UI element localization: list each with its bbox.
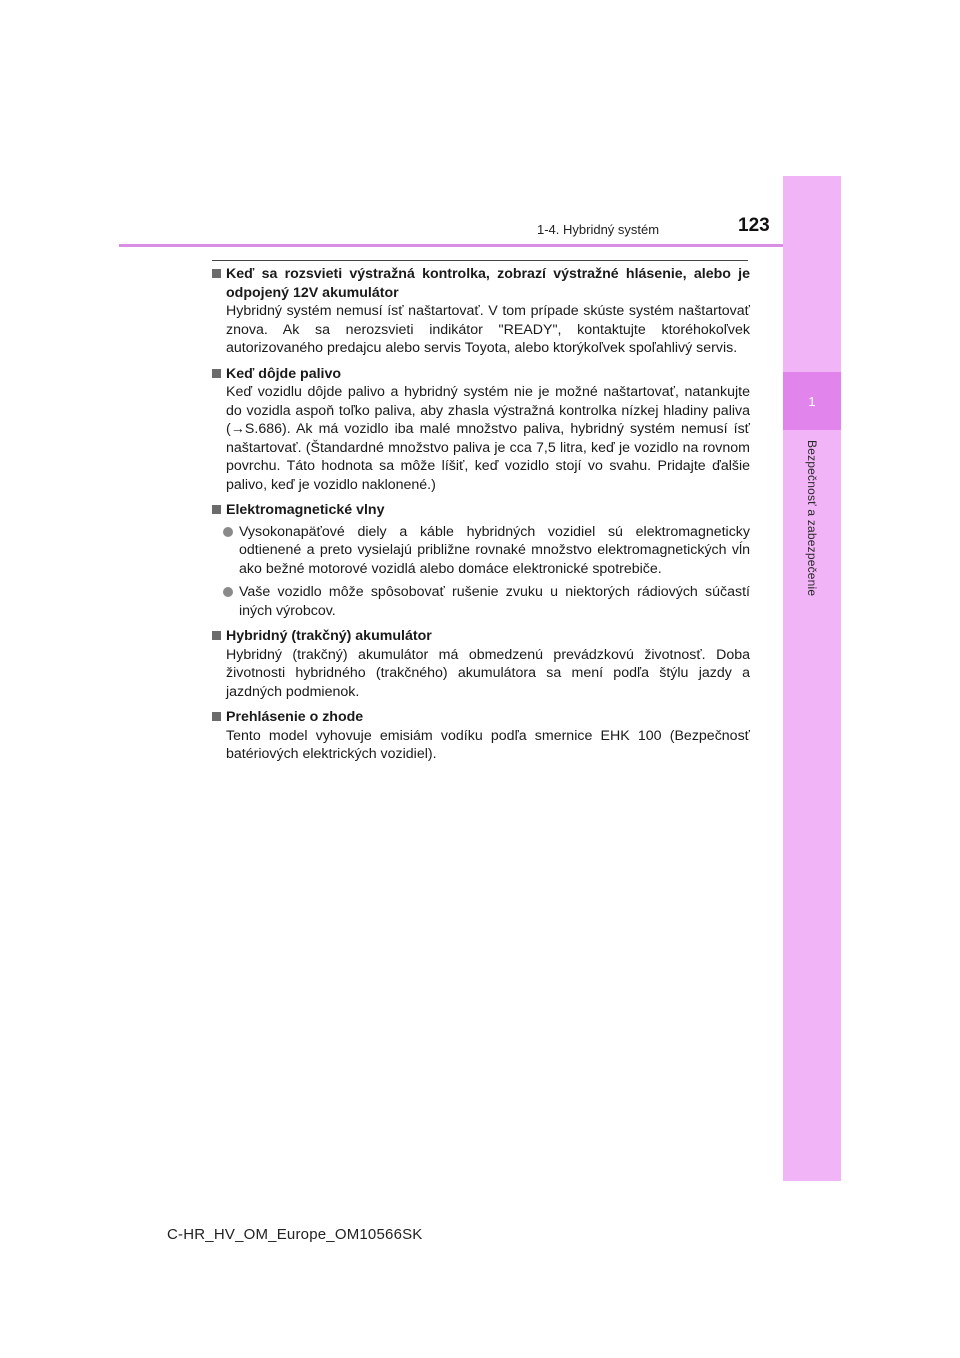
section-body: Keď vozidlu dôjde palivo a hybridný systém nie je možné naštartovať, natankujte do vozidla aspoň toľko paliva, aby zhasla výstražná kontrolka nízkej hladiny paliva (→S.686). Ak má vozidlo iba malé množstvo paliva, hybridný systém nemusí ísť naštartovať. (Štandardné množstvo paliva je cca 7,5 litra, keď je vozidlo na rovnom povrchu. Táto hodnota sa môže líšiť, keď vozidlo stojí vo svahu. Pridajte ďalšie palivo, keď je vozidlo naklonené.)	[226, 384, 750, 493]
chapter-side-tab	[783, 176, 841, 1181]
section-title: Prehlásenie o zhode	[226, 709, 364, 725]
section-out-of-fuel	[210, 365, 750, 495]
circle-bullet-icon	[223, 527, 233, 537]
content-top-rule	[212, 260, 748, 261]
section-title: Elektromagnetické vlny	[226, 502, 385, 518]
header-section-title: 1-4. Hybridný systém	[537, 222, 660, 237]
header-divider	[119, 244, 783, 247]
chapter-label: Bezpečnosť a zabezpečenie	[805, 440, 819, 597]
section-body: Tento model vyhovuje emisiám vodíku podľa smernice EHK 100 (Bezpečnosť batériových elektrických vozidiel).	[226, 727, 750, 762]
section-body: Hybridný (trakčný) akumulátor má obmedzenú prevádzkovú životnosť. Doba životnosti hybridného (trakčného) akumulátora sa mení podľa štýlu jazdy a jazdných podmienok.	[226, 646, 750, 700]
list-item: Vaše vozidlo môže spôsobovať rušenie zvuku u niektorých rádiových súčastí iných výrobcov.	[210, 583, 750, 620]
page-number: 123	[738, 215, 770, 236]
square-bullet-icon	[212, 712, 221, 721]
square-bullet-icon	[212, 631, 221, 640]
section-hybrid-battery	[210, 627, 750, 701]
section-electromagnetic-waves	[210, 501, 750, 620]
section-body: Hybridný systém nemusí ísť naštartovať. V tom prípade skúste systém naštartovať znova. Ak sa nerozsvieti indikátor "READY", kontaktujte ktoréhokoľvek autorizovaného predajcu alebo servis Toyota, alebo ktorýkoľvek spoľahlivý servis.	[226, 303, 750, 356]
section-declaration-of-conformity	[210, 708, 750, 764]
section-warning-light	[210, 265, 750, 358]
square-bullet-icon	[212, 505, 221, 514]
square-bullet-icon	[212, 269, 221, 278]
section-title: Hybridný (trakčný) akumulátor	[226, 628, 432, 644]
page-content	[210, 265, 750, 771]
chapter-number: 1	[783, 372, 841, 430]
list-item: Vysokonapäťové diely a káble hybridných vozidiel sú elektromagneticky odtienené a preto vysielajú približne rovnaké množstvo elektromagnetických vĺn ako bežné motorové vozidlá alebo domáce elektronické spotrebiče.	[210, 523, 750, 579]
section-title: Keď sa rozsvieti výstražná kontrolka, zobrazí výstražné hlásenie, alebo je odpojený 12V akumulátor	[226, 266, 750, 301]
circle-bullet-icon	[223, 587, 233, 597]
square-bullet-icon	[212, 369, 221, 378]
document-code: C-HR_HV_OM_Europe_OM10566SK	[167, 1226, 423, 1243]
section-title: Keď dôjde palivo	[226, 365, 342, 382]
